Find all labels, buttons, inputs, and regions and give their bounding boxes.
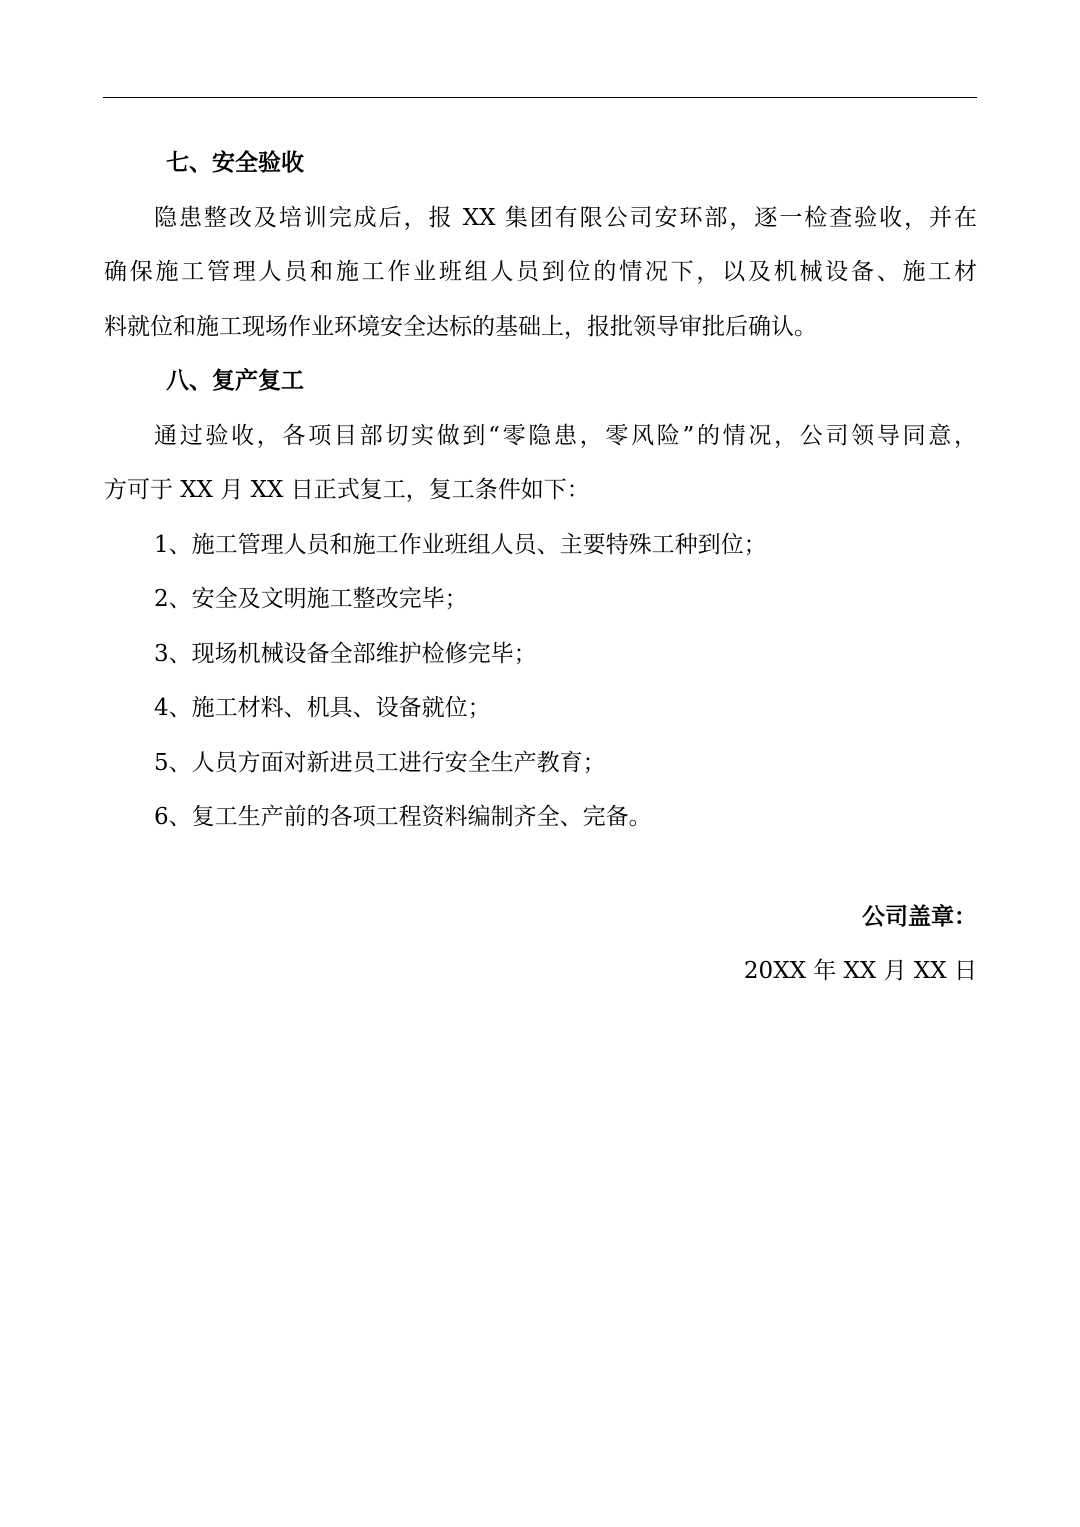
section-heading-acceptance: 七、安全验收 [166, 149, 304, 176]
condition-item-3: 3、现场机械设备全部维护检修完毕； [154, 640, 537, 667]
condition-item-6: 6、复工生产前的各项工程资料编制齐全、完备。 [154, 804, 652, 830]
condition-item-1: 1、施工管理人员和施工作业班组人员、主要特殊工种到位； [154, 531, 767, 558]
condition-item-4: 4、施工材料、机具、设备就位； [154, 695, 491, 721]
header-rule [103, 97, 977, 98]
section-heading-resumption: 八、复产复工 [166, 367, 304, 394]
signature-spacer [104, 845, 977, 890]
acceptance-paragraph-line-3: 料就位和施工现场作业环境安全达标的基础上，报批领导审批后确认。 [104, 313, 817, 340]
document-body [104, 136, 977, 999]
resumption-paragraph-line-2: 方可于 XX 月 XX 日正式复工，复工条件如下： [104, 477, 590, 503]
company-seal-label: 公司盖章： [862, 902, 977, 930]
condition-item-5: 5、人员方面对新进员工进行安全生产教育； [154, 749, 606, 776]
signature-date: 20XX 年 XX 月 XX 日 [743, 958, 977, 984]
resumption-paragraph-line-1: 通过验收，各项目部切实做到“零隐患，零风险”的情况，公司领导同意， [154, 422, 977, 449]
condition-item-2: 2、安全及文明施工整改完毕； [154, 586, 468, 612]
acceptance-paragraph-line-2: 确保施工管理人员和施工作业班组人员到位的情况下，以及机械设备、施工材 [104, 259, 977, 285]
acceptance-paragraph-line-1: 隐患整改及培训完成后，报 XX 集团有限公司安环部，逐一检查验收，并在 [154, 204, 977, 231]
